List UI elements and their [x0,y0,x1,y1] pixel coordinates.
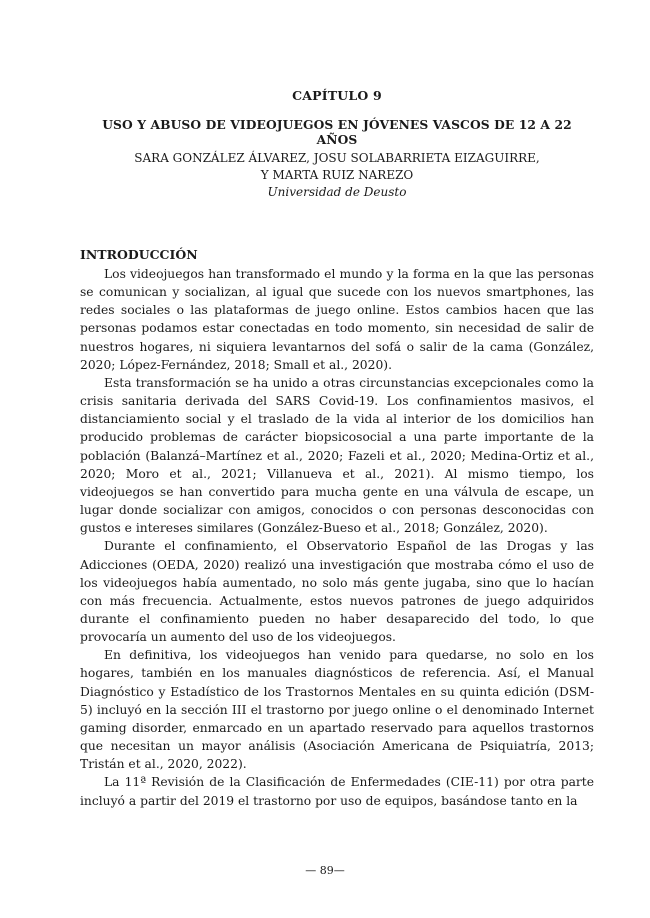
section-heading: INTRODUCCIÓN [80,247,198,262]
chapter-title: USO Y ABUSO DE VIDEOJUEGOS EN JÓVENES VASCOS DE 12 A 22 AÑOS [102,117,572,147]
author-affiliation: Universidad de Deusto [267,185,407,199]
author-line-1: SARA GONZÁLEZ ÁLVAREZ, JOSU SOLABARRIETA EIZAGUIRRE, [134,151,540,165]
body-text [80,265,594,810]
paragraph: La 11ª Revisión de la Clasificación de Enfermedades (CIE-11) por otra parte incluyó a partir del 2019 el trastorno por uso de equipos, basándose tanto en la [80,775,594,808]
page-number: — 89— [305,864,345,877]
paragraph: Durante el confinamiento, el Observatorio Español de las Drogas y las Adicciones (OEDA, 2020) realizó una investigación que mostraba cómo el uso de los videojuegos había aumentado, no solo más gente jugaba, sino que lo hacían con más frecuencia. Actualmente, estos nuevos patrones de juego adquiridos durante el confinamiento pueden no haber desaparecido del todo, lo que provocaría un aumento del uso de los videojuegos. [80,539,594,645]
paragraph: Los videojuegos han transformado el mundo y la forma en la que las personas se comunican y socializan, al igual que sucede con los nuevos smartphones, las redes sociales o las plataformas de juego online. Estos cambios hacen que las personas podamos estar conectadas en todo momento, sin necesidad de salir de nuestros hogares, ni siquiera levantarnos del sofá o salir de la cama (González, 2020; López-Fernández, 2018; Small et al., 2020). [80,267,594,372]
paragraph: En definitiva, los videojuegos han venido para quedarse, no solo en los hogares, también en los manuales diagnósticos de referencia. Así, el Manual Diagnóstico y Estadístico de los Trastornos Mentales en su quinta edición (DSM-5) incluyó en la sección III el trastorno por juego online o el denominado Internet gaming disorder, enmarcado en un apartado reservado para aquellos trastornos que necesitan un mayor análisis (Asociación Americana de Psiquiatría, 2013; Tristán et al., 2020, 2022). [80,648,594,772]
paragraph: Esta transformación se ha unido a otras circunstancias excepcionales como la crisis sanitaria derivada del SARS Covid-19. Los confinamientos masivos, el distanciamiento social y el traslado de la vida al interior de los domicilios han producido problemas de carácter biopsicosocial a una parte importante de la población (Balanzá–Martínez et al., 2020; Fazeli et al., 2020; Medina-Ortiz et al., 2020; Moro et al., 2021; Villanueva et al., 2021). Al mismo tiempo, los videojuegos se han convertido para mucha gente en una válvula de escape, un lugar donde socializar con amigos, conocidos o con personas desconocidas con gustos e intereses similares (González-Bueso et al., 2018; González, 2020). [80,375,594,536]
author-line-2: Y MARTA RUIZ NAREZO [260,168,414,182]
author-block [80,150,594,201]
chapter-label: CAPÍTULO 9 [292,88,382,103]
